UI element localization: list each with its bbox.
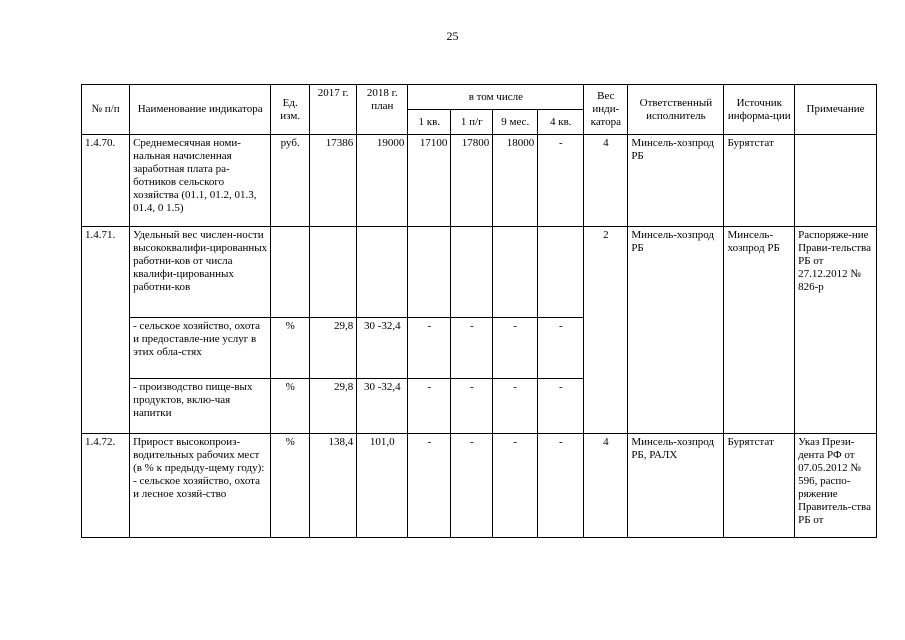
header-weight: Вес инди-катора [584, 85, 628, 135]
row-9m: - [493, 434, 538, 538]
row-source: Бурятстат [724, 135, 795, 227]
row-h1: - [451, 318, 493, 379]
row-name: Среднемесячная номи-нальная начисленная заработная плата ра-ботников сельского хозяйства (01.1, 01.2, 01.3, 01.4, 0 1.5) [130, 135, 271, 227]
header-2018-plan: 2018 г. план [357, 85, 408, 135]
row-h1: 17800 [451, 135, 493, 227]
row-h1: - [451, 434, 493, 538]
row-9m [493, 227, 538, 318]
row-num: 1.4.72. [82, 434, 130, 538]
row-q1 [408, 227, 451, 318]
row-name: Прирост высокопроиз-водительных рабочих мест (в % к предыду-щему году): - сельское хозяйство, охота и лесное хозяй-ство [130, 434, 271, 538]
row-q1: 17100 [408, 135, 451, 227]
row-9m: 18000 [493, 135, 538, 227]
row-q1: - [408, 318, 451, 379]
indicators-table [81, 84, 877, 538]
table-row [82, 135, 877, 227]
row-q4: - [538, 318, 584, 379]
header-num: № п/п [82, 85, 130, 135]
header-source: Источник информа-ции [724, 85, 795, 135]
row-q4: - [538, 135, 584, 227]
row-responsible: Минсель-хозпрод РБ, РАЛХ [628, 434, 724, 538]
table-row [82, 434, 877, 538]
row-num: 1.4.70. [82, 135, 130, 227]
row-2018 [357, 227, 408, 318]
row-2017 [310, 227, 357, 318]
row-2018: 19000 [357, 135, 408, 227]
header-q4: 4 кв. [538, 110, 584, 135]
row-q4: - [538, 434, 584, 538]
row-2018: 30 -32,4 [357, 318, 408, 379]
row-q4: - [538, 379, 584, 434]
row-9m: - [493, 318, 538, 379]
header-q1: 1 кв. [408, 110, 451, 135]
header-responsible: Ответственный исполнитель [628, 85, 724, 135]
row-q4 [538, 227, 584, 318]
header-h1: 1 п/г [451, 110, 493, 135]
row-note: Указ Прези-дента РФ от 07.05.2012 № 596, распо-ряжение Правитель-ства РБ от [795, 434, 877, 538]
header-2017: 2017 г. [310, 85, 357, 135]
row-name: - сельское хозяйство, охота и предоставле-ние услуг в этих обла-стях [130, 318, 271, 379]
row-name: Удельный вес числен-ности высококвалифи-цированных работни-ков от числа квалифи-цированных работни-ков [130, 227, 271, 318]
row-unit: % [271, 434, 310, 538]
row-h1: - [451, 379, 493, 434]
row-unit: % [271, 379, 310, 434]
row-unit [271, 227, 310, 318]
table-row [82, 227, 877, 318]
row-note: Распоряже-ние Прави-тельства РБ от 27.12.2012 № 826-р [795, 227, 877, 434]
row-h1 [451, 227, 493, 318]
page-number: 25 [446, 29, 459, 43]
row-responsible: Минсель-хозпрод РБ [628, 135, 724, 227]
row-num: 1.4.71. [82, 227, 130, 434]
row-2018: 101,0 [357, 434, 408, 538]
row-weight: 2 [584, 227, 628, 434]
row-2017: 29,8 [310, 379, 357, 434]
row-q1: - [408, 379, 451, 434]
header-9m: 9 мес. [493, 110, 538, 135]
row-9m: - [493, 379, 538, 434]
header-note: Примечание [795, 85, 877, 135]
row-unit: руб. [271, 135, 310, 227]
row-2017: 29,8 [310, 318, 357, 379]
row-2017: 138,4 [310, 434, 357, 538]
row-weight: 4 [584, 434, 628, 538]
row-source: Бурятстат [724, 434, 795, 538]
row-weight: 4 [584, 135, 628, 227]
row-unit: % [271, 318, 310, 379]
header-including: в том числе [408, 85, 584, 110]
row-source: Минсель-хозпрод РБ [724, 227, 795, 434]
row-2018: 30 -32,4 [357, 379, 408, 434]
header-name: Наименование индикатора [130, 85, 271, 135]
row-responsible: Минсель-хозпрод РБ [628, 227, 724, 434]
header-unit: Ед. изм. [271, 85, 310, 135]
row-note [795, 135, 877, 227]
row-q1: - [408, 434, 451, 538]
row-name: - производство пище-вых продуктов, вклю-чая напитки [130, 379, 271, 434]
row-2017: 17386 [310, 135, 357, 227]
